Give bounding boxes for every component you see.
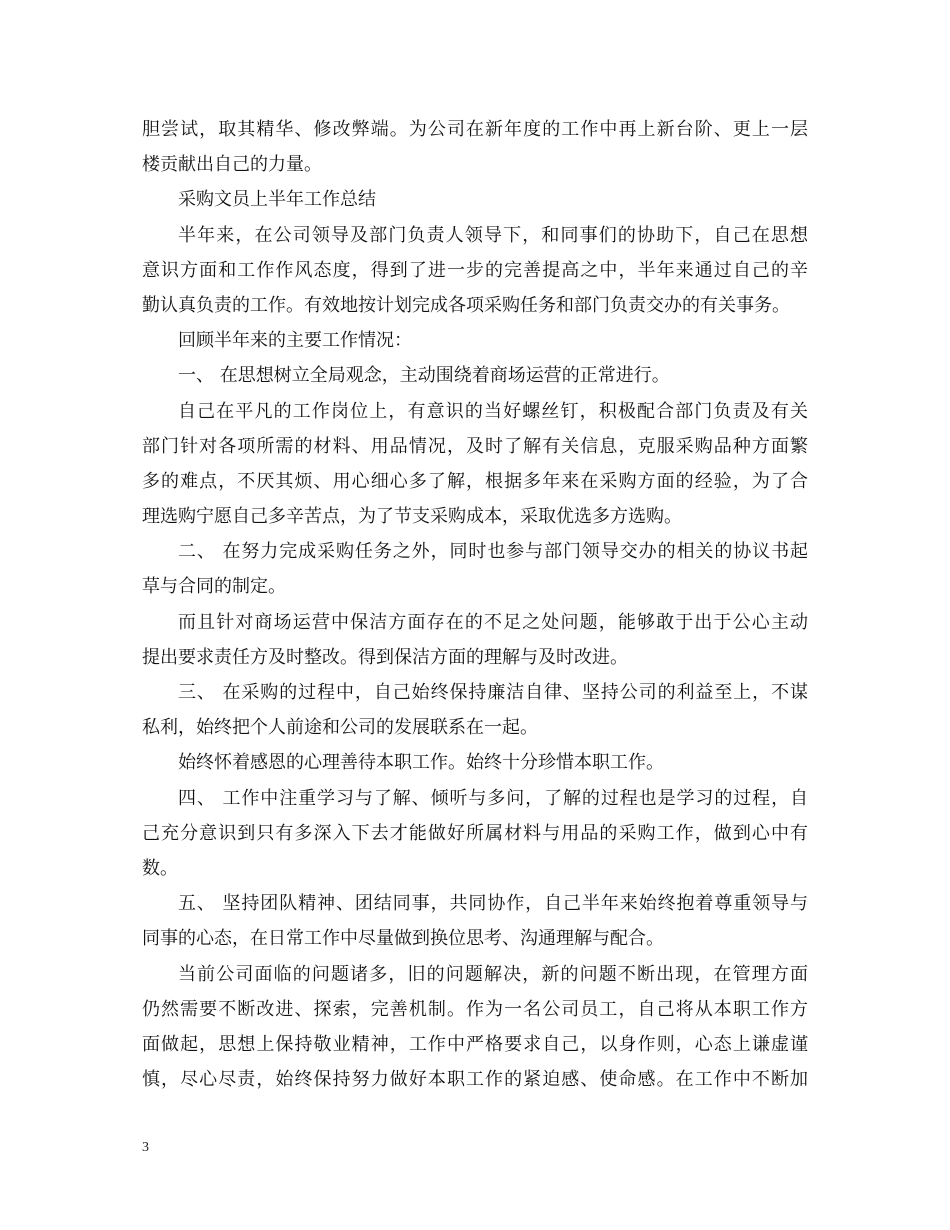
text-line: 意识方面和工作作风态度，得到了进一步的完善提高之中，半年来通过自己的辛 xyxy=(142,259,808,281)
text-line: 半年来，在公司领导及部门负责人领导下，和同事们的协助下，自己在思想 xyxy=(178,224,808,246)
text-line: 部门针对各项所需的材料、用品情况，及时了解有关信息，克服采购品种方面繁 xyxy=(142,435,808,457)
text-line: 同事的心态，在日常工作中尽量做到换位思考、沟通理解与配合。 xyxy=(142,928,664,950)
text-line: 胆尝试，取其精华、修改弊端。为公司在新年度的工作中再上新台阶、更上一层 xyxy=(142,119,808,140)
document-body xyxy=(142,112,808,1097)
text-line: 面做起，思想上保持敬业精神，工作中严格要求自己，以身作则，心态上谦虚谨 xyxy=(142,1033,808,1055)
text-line: 提出要求责任方及时整改。得到保洁方面的理解与及时改进。 xyxy=(142,646,628,668)
text-line: 五、 坚持团队精神、团结同事，共同协作，自己半年来始终抱着尊重领导与 xyxy=(178,893,808,915)
text-line: 采购文员上半年工作总结 xyxy=(178,189,376,211)
text-line: 而且针对商场运营中保洁方面存在的不足之处问题，能够敢于出于公心主动 xyxy=(178,611,808,633)
text-line: 回顾半年来的主要工作情况： xyxy=(178,330,412,352)
text-line: 楼贡献出自己的力量。 xyxy=(142,154,322,176)
page-number: 3 xyxy=(142,1140,149,1155)
text-line: 一、 在思想树立全局观念，主动围绕着商场运营的正常进行。 xyxy=(178,365,670,387)
text-line: 自己在平凡的工作岗位上，有意识的当好螺丝钉，积极配合部门负责及有关 xyxy=(178,400,808,422)
text-lines xyxy=(142,112,808,1097)
text-line: 慎，尽心尽责，始终保持努力做好本职工作的紧迫感、使命感。在工作中不断加 xyxy=(142,1069,808,1091)
text-line: 草与合同的制定。 xyxy=(142,576,286,598)
text-line: 始终怀着感恩的心理善待本职工作。始终十分珍惜本职工作。 xyxy=(178,752,664,774)
text-line: 四、 工作中注重学习与了解、倾听与多问，了解的过程也是学习的过程，自 xyxy=(178,787,808,809)
text-line: 私利，始终把个人前途和公司的发展联系在一起。 xyxy=(142,717,538,739)
text-line: 理选购宁愿自己多辛苦点，为了节支采购成本，采取优选多方选购。 xyxy=(142,506,682,528)
text-line: 多的难点，不厌其烦、用心细心多了解，根据多年来在采购方面的经验，为了合 xyxy=(142,470,808,492)
text-line: 数。 xyxy=(142,857,178,879)
text-line: 三、 在采购的过程中，自己始终保持廉洁自律、坚持公司的利益至上，不谋 xyxy=(178,682,808,703)
text-line: 当前公司面临的问题诸多，旧的问题解决，新的问题不断出现，在管理方面 xyxy=(178,963,808,985)
text-line: 二、 在努力完成采购任务之外，同时也参与部门领导交办的相关的协议书起 xyxy=(178,541,808,563)
text-line: 仍然需要不断改进、探索，完善机制。作为一名公司员工，自己将从本职工作方 xyxy=(142,998,808,1020)
text-line: 勤认真负责的工作。有效地按计划完成各项采购任务和部门负责交办的有关事务。 xyxy=(142,294,790,316)
text-line: 己充分意识到只有多深入下去才能做好所属材料与用品的采购工作，做到心中有 xyxy=(142,822,808,844)
